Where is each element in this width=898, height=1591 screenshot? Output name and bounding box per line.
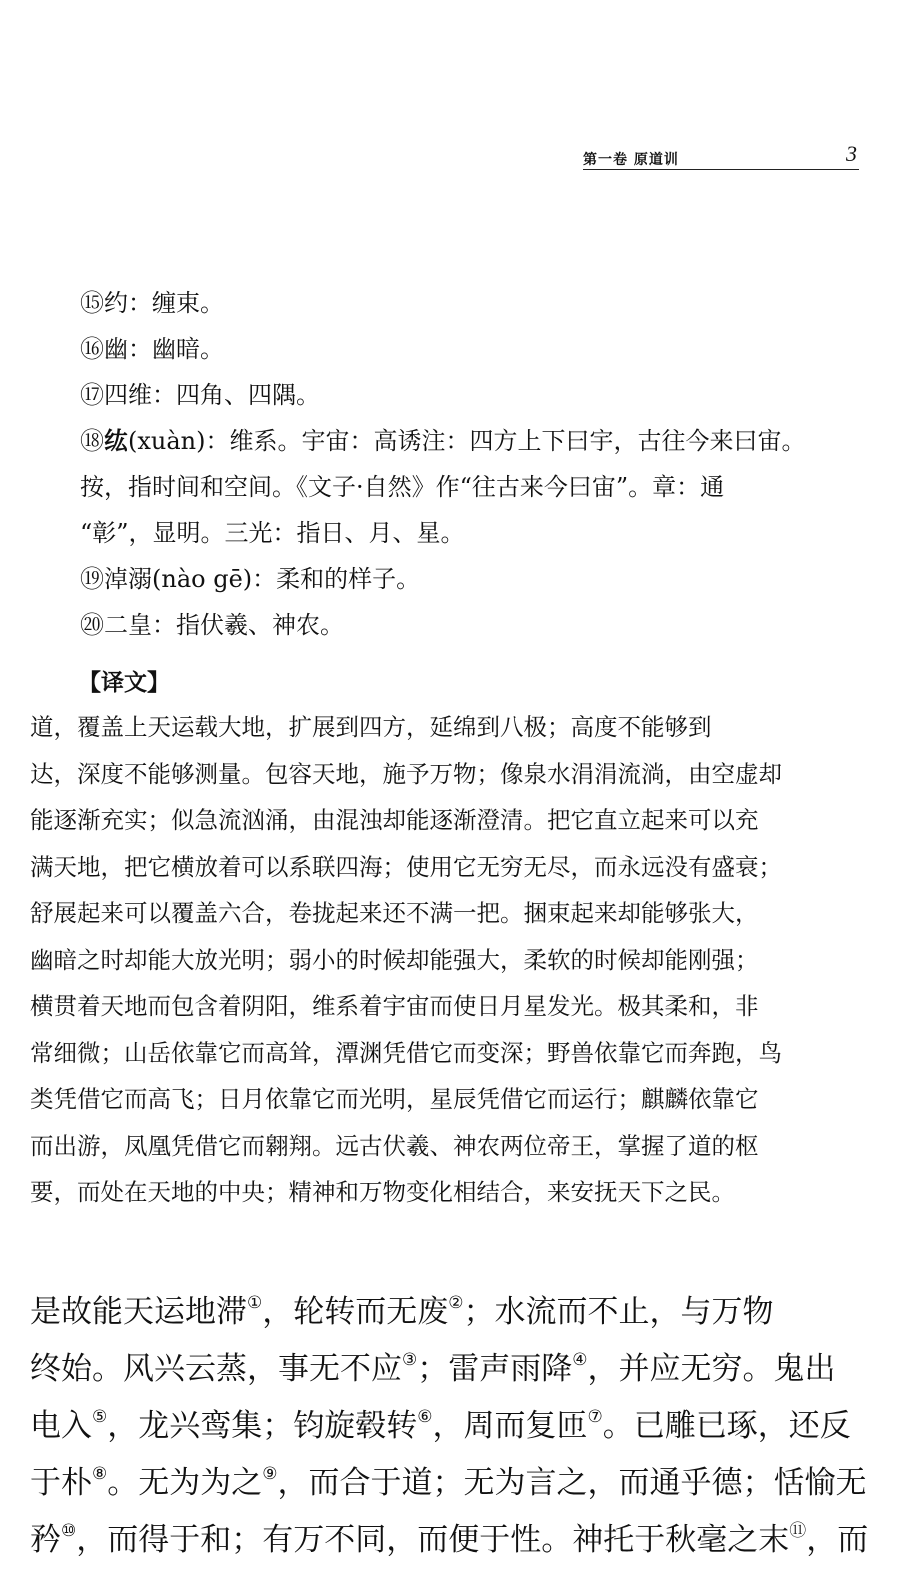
- translation-line: 舒展起来可以覆盖六合，卷拢起来还不满一把。捆束起来却能够张大，: [30, 899, 759, 927]
- text-run: 是故能天运地滞: [30, 1294, 247, 1330]
- text-run: ，轮转而无废: [262, 1294, 449, 1330]
- text-run: ，龙兴鸾集；钧旋毂转: [107, 1408, 418, 1444]
- footnote-marker: ⑩: [61, 1521, 77, 1541]
- footnote-marker: ⑥: [417, 1407, 433, 1427]
- note-text: 淖溺(nào gē)：柔和的样子。: [104, 565, 421, 593]
- translation-line: 道，覆盖上天运载大地，扩展到四方，延绵到八极；高度不能够到: [30, 713, 712, 741]
- note-text: 约：缠束。: [104, 289, 224, 317]
- note-text-continued: “彰”，显明。三光：指日、月、星。: [80, 519, 465, 547]
- note-number: ⑰: [80, 381, 104, 409]
- note-number: ⑮: [80, 289, 104, 317]
- footnote-marker: ①: [247, 1293, 263, 1313]
- footnote-marker: ⑤: [92, 1407, 108, 1427]
- text-run: ，周而复匝: [432, 1408, 588, 1444]
- note-17: [80, 372, 860, 418]
- original-line: [30, 1512, 869, 1569]
- text-run: ，而得于和；有万不同，而便于性。神托于秋毫之末: [76, 1522, 790, 1558]
- translation-line: 满天地，把它横放着可以系联四海；使用它无穷无尽，而永远没有盛衰；: [30, 852, 782, 881]
- translation-paragraph: [30, 704, 860, 1216]
- text-run: ，并应无穷。鬼出: [587, 1351, 836, 1387]
- note-term: 纮: [104, 426, 128, 455]
- footnote-marker: ⑧: [92, 1464, 108, 1484]
- note-text-continued: 按，指时间和空间。《文子·自然》作“往古来今曰宙”。章：通: [80, 473, 725, 501]
- note-18: [80, 418, 860, 556]
- text-run: 。已雕已琢，还反: [602, 1408, 851, 1444]
- note-number: ⑱: [80, 427, 104, 455]
- chapter-title: 第一卷 原道训: [583, 152, 679, 168]
- text-run: ；雷声雨降: [417, 1351, 573, 1387]
- note-number: ⑲: [80, 565, 104, 593]
- note-20: [80, 602, 860, 648]
- note-19: [80, 556, 860, 602]
- footnote-marker: ④: [572, 1350, 588, 1370]
- translation-line: 达，深度不能够测量。包容天地，施予万物；像泉水涓涓流淌，由空虚却: [30, 759, 782, 788]
- annotation-notes: [80, 280, 860, 648]
- translation-line: 要，而处在天地的中央；精神和万物变化相结合，来安抚天下之民。: [30, 1178, 735, 1206]
- text-run: 终始。风兴云蒸，事无不应: [30, 1351, 402, 1387]
- note-number: ⑯: [80, 335, 104, 363]
- footnote-marker: ②: [448, 1293, 464, 1313]
- original-line: [30, 1341, 866, 1398]
- translation-line: 横贯着天地而包含着阴阳，维系着宇宙而使日月星发光。极其柔和，非: [30, 992, 759, 1020]
- footnote-marker: ③: [402, 1350, 418, 1370]
- text-run: 矜: [30, 1522, 61, 1558]
- note-16: [80, 326, 860, 372]
- note-15: [80, 280, 860, 326]
- original-line: [30, 1398, 866, 1455]
- note-text: 四维：四角、四隅。: [104, 381, 320, 409]
- original-line: [30, 1455, 866, 1512]
- translation-line: 幽暗之时却能大放光明；弱小的时候却能强大，柔软的时候却能刚强；: [30, 945, 759, 974]
- text-run: 。无为为之: [107, 1465, 263, 1501]
- translation-line: 类凭借它而高飞；日月依靠它而光明，星辰凭借它而运行；麒麟依靠它: [30, 1085, 759, 1113]
- translation-line: 而出游，凤凰凭借它而翱翔。远古伏羲、神农两位帝王，掌握了道的枢: [30, 1131, 759, 1160]
- translation-heading: 【译文】: [78, 670, 170, 696]
- running-header: [583, 141, 859, 170]
- footnote-marker: ⑪: [789, 1521, 807, 1541]
- translation-line: 常细微；山岳依靠它而高耸，潭渊凭借它而变深；野兽依靠它而奔跑，鸟: [30, 1038, 782, 1067]
- note-text: 二皇：指伏羲、神农。: [104, 611, 344, 639]
- text-run: 于朴: [30, 1465, 92, 1501]
- footnote-marker: ⑨: [262, 1464, 278, 1484]
- original-text: [30, 1284, 869, 1569]
- translation-line: 能逐渐充实；似急流汹涌，由混浊却能逐渐澄清。把它直立起来可以充: [30, 806, 759, 834]
- text-run: ，而合于道；无为言之，而通乎德；恬愉无: [277, 1465, 867, 1501]
- note-text: 幽：幽暗。: [104, 335, 224, 363]
- page-number: 3: [846, 141, 857, 166]
- note-text: (xuàn)：维系。宇宙：高诱注：四方上下曰宇，古往今来曰宙。: [128, 427, 806, 455]
- original-line: [30, 1284, 866, 1341]
- footnote-marker: ⑦: [587, 1407, 603, 1427]
- text-run: 电入: [30, 1408, 92, 1444]
- note-number: ⑳: [80, 611, 104, 639]
- text-run: ，而: [806, 1522, 869, 1558]
- text-run: ；水流而不止，与万物: [463, 1294, 774, 1330]
